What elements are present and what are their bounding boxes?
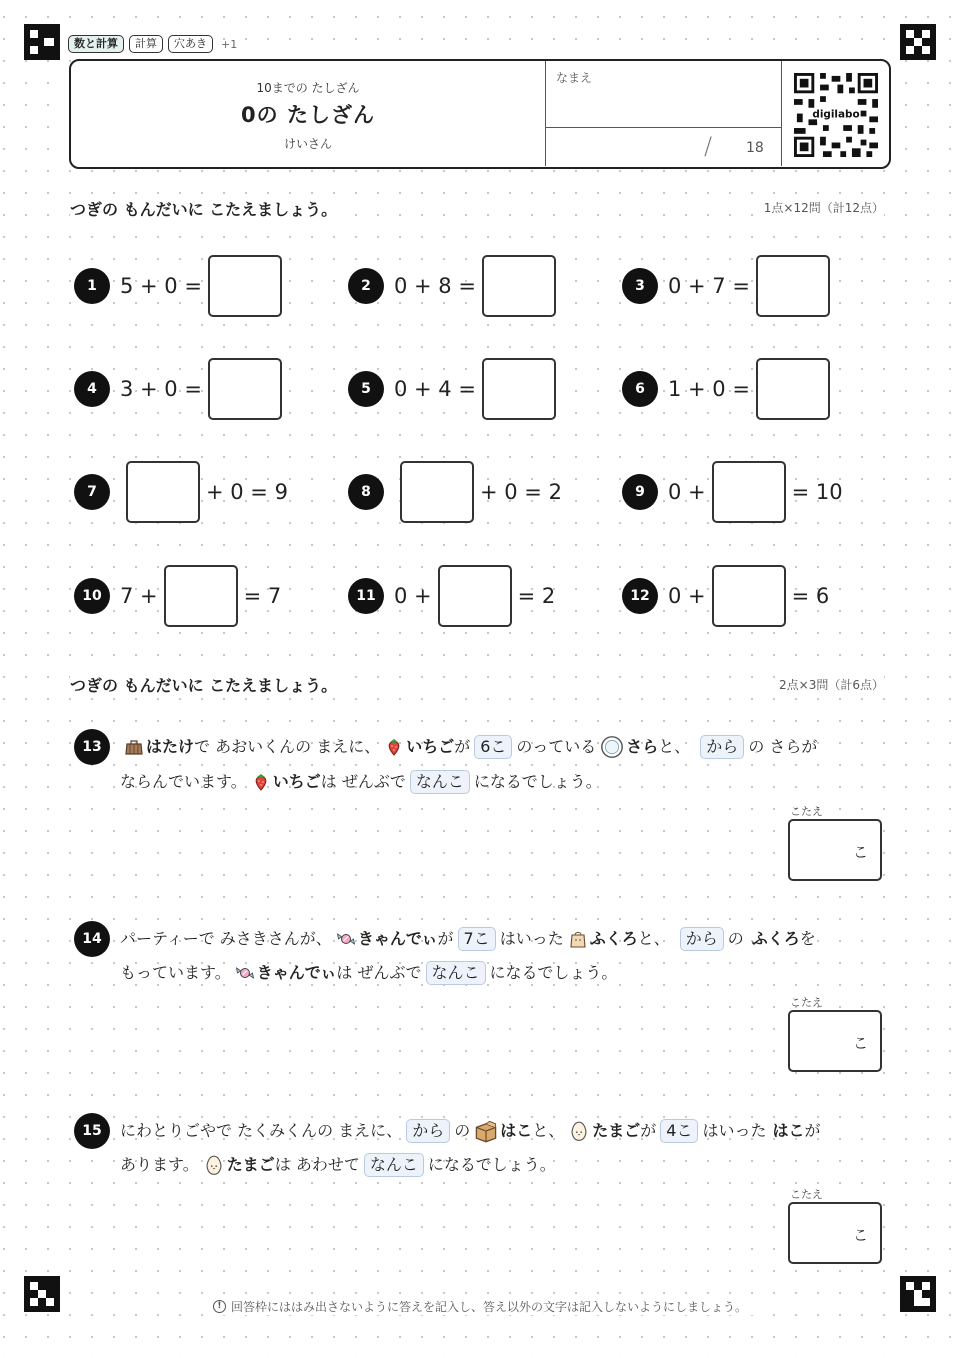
problem-9: [622, 461, 843, 523]
problem-6: [622, 358, 836, 420]
worksheet-header: [69, 59, 891, 169]
text-fragment: ならんでいます。: [120, 772, 247, 791]
highlight-chip: なんこ: [410, 770, 470, 794]
keyword-field: はたけ: [146, 737, 195, 756]
text-fragment: が: [454, 737, 471, 756]
field-basket-icon: [124, 737, 144, 757]
section2-points: 2点×3問（計6点）: [779, 678, 884, 692]
equation-left: 0 + 4 =: [394, 377, 476, 401]
text-fragment: と、: [532, 1121, 565, 1140]
answer-box[interactable]: [126, 461, 200, 523]
word-problem-14: [74, 921, 884, 1081]
text-fragment: で あおいくんの まえに、: [194, 737, 381, 756]
strawberry-icon: [384, 737, 404, 757]
answer-label: こたえ: [790, 996, 823, 1009]
text-fragment: にわとりごやで たくみくんの まえに、: [120, 1121, 403, 1140]
answer-box[interactable]: [788, 819, 882, 881]
worksheet-subtitle: 10までの たしざん: [256, 81, 360, 95]
text-fragment: はいった: [499, 929, 564, 948]
section1-points: 1点×12問（計12点）: [763, 201, 884, 215]
corner-marker-top-right: [900, 24, 936, 60]
problem-text-line2: [120, 770, 602, 794]
answer-box[interactable]: [482, 255, 556, 317]
text-fragment: の さらが: [748, 737, 818, 756]
problem-number: 15: [74, 1113, 110, 1149]
text-fragment: の: [727, 929, 744, 948]
keyword-box: はこ: [772, 1121, 805, 1140]
highlight-chip: 6こ: [474, 735, 512, 759]
section2-instruction: つぎの もんだいに こたえましょう。: [70, 673, 341, 696]
equation-left: 0 +: [394, 584, 432, 608]
text-fragment: になるでしょう。: [473, 772, 602, 791]
qr-area: [781, 61, 889, 166]
answer-unit: こ: [852, 1226, 868, 1244]
problem-number: 11: [348, 578, 384, 614]
corner-marker-top-left: [24, 24, 60, 60]
qr-code-icon: [794, 73, 878, 157]
answer-box[interactable]: [208, 255, 282, 317]
equation-left: 0 +: [668, 480, 706, 504]
problem-number: 7: [74, 474, 110, 510]
text-fragment: の: [454, 1121, 471, 1140]
text-fragment: のっている: [516, 737, 597, 756]
problem-number: 4: [74, 371, 110, 407]
answer-box[interactable]: [788, 1202, 882, 1264]
name-field[interactable]: [545, 61, 781, 128]
strawberry-icon: [251, 772, 271, 792]
problem-2: [348, 255, 562, 317]
tag-fill-blank: 穴あき: [168, 35, 213, 53]
keyword-bag: ふくろ: [751, 929, 800, 948]
highlight-chip: から: [680, 927, 724, 951]
tag-more: +1: [221, 37, 238, 51]
equation-left: 3 + 0 =: [120, 377, 202, 401]
footer-note: [0, 1297, 960, 1315]
text-fragment: は あわせて: [274, 1155, 360, 1174]
keyword-box: はこ: [500, 1121, 533, 1140]
equation-left: 0 + 7 =: [668, 274, 750, 298]
keyword-bag: ふくろ: [589, 929, 638, 948]
answer-box[interactable]: [788, 1010, 882, 1072]
text-fragment: になるでしょう。: [427, 1155, 556, 1174]
word-problem-15: [74, 1113, 884, 1273]
problem-1: [74, 255, 288, 317]
problem-text-line1: [120, 927, 816, 951]
bag-icon: [568, 929, 588, 949]
answer-box[interactable]: [712, 565, 786, 627]
answer-unit: こ: [852, 843, 868, 861]
footer-text: 回答枠にははみ出さないように答えを記入し、答え以外の文字は記入しないようにしましょう。: [230, 1300, 747, 1314]
problem-number: 1: [74, 268, 110, 304]
egg-icon: [568, 1120, 590, 1142]
equation-right: = 6: [791, 584, 830, 608]
text-fragment: もっています。: [120, 963, 231, 982]
text-fragment: パーティーで みさきさんが、: [120, 929, 332, 948]
problem-number: 14: [74, 921, 110, 957]
keyword-egg: たまご: [226, 1155, 275, 1174]
highlight-chip: なんこ: [426, 961, 486, 985]
equation-right: + 0 = 2: [480, 480, 562, 504]
equation-right: = 7: [243, 584, 282, 608]
highlight-chip: 4こ: [660, 1119, 698, 1143]
egg-icon: [203, 1154, 225, 1176]
keyword-egg: たまご: [592, 1121, 641, 1140]
info-icon: !: [213, 1300, 226, 1313]
keyword-candy: きゃんでぃ: [357, 929, 438, 948]
tag-calc: 計算: [129, 35, 163, 53]
text-fragment: あります。: [120, 1155, 199, 1174]
problem-number: 3: [622, 268, 658, 304]
keyword-strawberry: いちご: [272, 772, 321, 791]
keyword-candy: きゃんでぃ: [256, 963, 337, 982]
tag-subject: 数と計算: [68, 35, 124, 53]
plate-icon: [600, 735, 624, 759]
answer-box[interactable]: [438, 565, 512, 627]
answer-box[interactable]: [712, 461, 786, 523]
answer-box[interactable]: [756, 358, 830, 420]
equation-left: 5 + 0 =: [120, 274, 202, 298]
text-fragment: と、: [658, 737, 691, 756]
problem-8: [348, 461, 562, 523]
highlight-chip: なんこ: [364, 1153, 424, 1177]
qr-label: digilabo: [812, 108, 860, 121]
tag-list: [68, 35, 237, 53]
candy-icon: [235, 963, 255, 983]
problem-text-line1: [120, 735, 817, 759]
problem-text-line2: [120, 1153, 556, 1177]
text-fragment: は ぜんぶで: [336, 963, 422, 982]
text-fragment: が: [640, 1121, 657, 1140]
equation-left: 1 + 0 =: [668, 377, 750, 401]
highlight-chip: 7こ: [458, 927, 496, 951]
highlight-chip: から: [700, 735, 744, 759]
problem-number: 12: [622, 578, 658, 614]
keyword-strawberry: いちご: [406, 737, 455, 756]
problem-11: [348, 565, 555, 627]
equation-right: = 2: [517, 584, 556, 608]
text-fragment: になるでしょう。: [489, 963, 618, 982]
text-fragment: と、: [637, 929, 670, 948]
highlight-chip: から: [406, 1119, 450, 1143]
worksheet-title: 0の たしざん: [241, 103, 375, 127]
problem-3: [622, 255, 836, 317]
problem-10: [74, 565, 281, 627]
problem-7: [74, 461, 288, 523]
text-fragment: は ぜんぶで: [320, 772, 406, 791]
problem-number: 6: [622, 371, 658, 407]
answer-box[interactable]: [164, 565, 238, 627]
score-field[interactable]: [545, 128, 781, 166]
box-icon: [474, 1119, 498, 1143]
text-fragment: が: [804, 1121, 821, 1140]
text-fragment: はいった: [702, 1121, 767, 1140]
text-fragment: が: [437, 929, 454, 948]
candy-icon: [336, 929, 356, 949]
problem-number: 8: [348, 474, 384, 510]
problem-number: 10: [74, 578, 110, 614]
score-slash: /: [704, 132, 713, 160]
equation-left: 0 + 8 =: [394, 274, 476, 298]
word-problem-13: [74, 729, 884, 889]
answer-box[interactable]: [208, 358, 282, 420]
answer-unit: こ: [852, 1034, 868, 1052]
answer-label: こたえ: [790, 1188, 823, 1201]
problem-text-line1: [120, 1119, 821, 1143]
problem-number: 13: [74, 729, 110, 765]
section1-instruction: つぎの もんだいに こたえましょう。: [70, 197, 341, 220]
answer-box[interactable]: [482, 358, 556, 420]
problem-number: 9: [622, 474, 658, 510]
problem-4: [74, 358, 288, 420]
score-total: 18: [746, 140, 764, 156]
answer-box[interactable]: [756, 255, 830, 317]
problem-number: 5: [348, 371, 384, 407]
text-fragment: を: [799, 929, 816, 948]
keyword-plate: さら: [626, 737, 659, 756]
worksheet-category: けいさん: [283, 137, 332, 151]
answer-label: こたえ: [790, 805, 823, 818]
problem-12: [622, 565, 829, 627]
equation-left: 7 +: [120, 584, 158, 608]
problem-number: 2: [348, 268, 384, 304]
problem-5: [348, 358, 562, 420]
name-label: なまえ: [556, 71, 593, 85]
answer-box[interactable]: [400, 461, 474, 523]
equation-right: = 10: [791, 480, 843, 504]
problem-text-line2: [120, 961, 617, 985]
equation-right: + 0 = 9: [206, 480, 288, 504]
title-block: [71, 61, 545, 166]
equation-left: 0 +: [668, 584, 706, 608]
